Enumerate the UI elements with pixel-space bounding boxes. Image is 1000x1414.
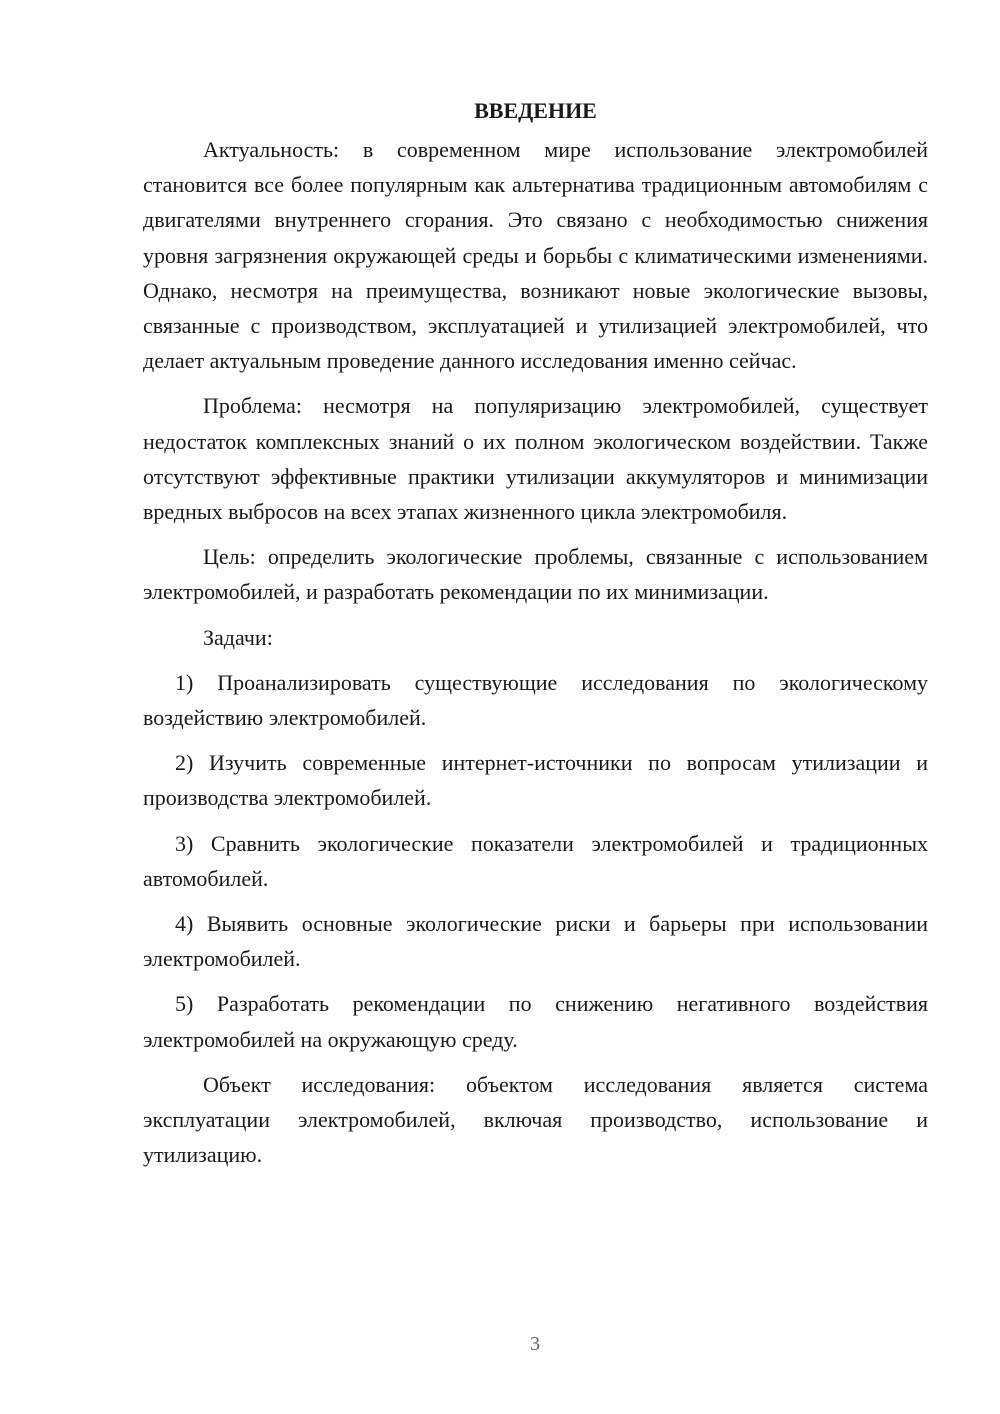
paragraph-object: Объект исследования: объектом исследования является система эксплуатации электромобилей, включая производство, использование и утилизацию. (143, 1071, 928, 1168)
document-body (143, 94, 928, 1172)
task-item-5: 5) Разработать рекомендации по снижению негативного воздействия электромобилей на окружающую среду. (143, 991, 928, 1052)
page-number: 3 (530, 1333, 540, 1355)
paragraph-problem: Проблема: несмотря на популяризацию электромобилей, существует недостаток комплексных знаний о их полном экологическом воздействии. Также отсутствуют эффективные практики утилизации аккумуляторов и минимизации вредных выбросов на всех этапах жизненного цикла электромобиля. (143, 393, 928, 525)
task-item-2: 2) Изучить современные интернет-источники по вопросам утилизации и производства электромобилей. (143, 750, 928, 811)
task-item-3: 3) Сравнить экологические показатели электромобилей и традиционных автомобилей. (143, 830, 928, 891)
task-item-1: 1) Проанализировать существующие исследования по экологическому воздействию электромобилей. (143, 669, 928, 731)
page-title: ВВЕДЕНИЕ (474, 98, 597, 123)
task-item-4: 4) Выявить основные экологические риски и барьеры при использовании электромобилей. (143, 911, 928, 972)
paragraph-relevance: Актуальность: в современном мире использование электромобилей становится все более популярным как альтернатива традиционным автомобилям с двигателями внутреннего сгорания. Это связано с необходимостью снижения уровня загрязнения окружающей среды и борьбы с климатическими изменениями. Однако, несмотря на преимущества, возникают новые экологические вызовы, связанные с производством, эксплуатацией и утилизацией электромобилей, что делает актуальным проведение данного исследования именно сейчас. (143, 137, 928, 374)
tasks-heading: Задачи: (203, 624, 273, 650)
paragraph-goal: Цель: определить экологические проблемы, связанные с использованием электромобилей, и разработать рекомендации по их минимизации. (143, 544, 928, 605)
